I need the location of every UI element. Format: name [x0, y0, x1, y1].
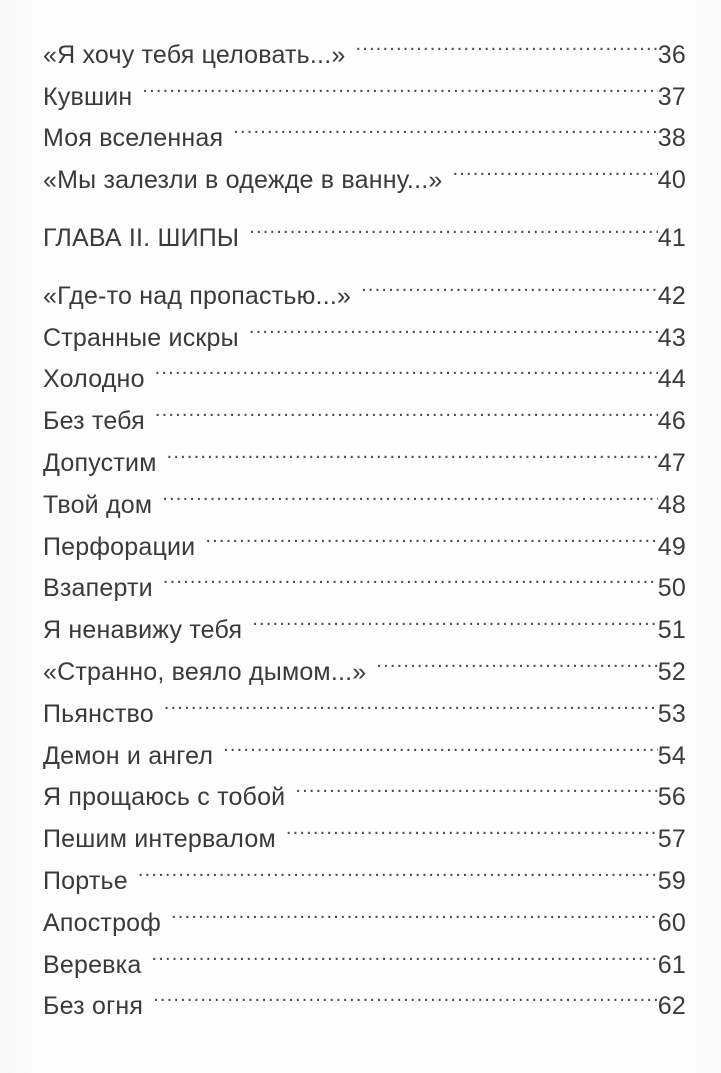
toc-entry-page: 47: [657, 448, 686, 477]
dot-leader: [286, 805, 658, 847]
toc-entry-page: 53: [657, 699, 686, 728]
toc-entry-page: 48: [657, 490, 686, 519]
toc-entry-page: 49: [657, 532, 686, 561]
dot-leader: [153, 973, 658, 1015]
toc-entry-page: 59: [657, 866, 686, 895]
toc-entry-title: «Я хочу тебя целовать...»: [43, 40, 346, 69]
toc-entry-page: 36: [657, 40, 686, 69]
dot-leader: [295, 764, 657, 806]
dot-leader: [151, 931, 657, 973]
toc-entry-title: Без тебя: [43, 407, 145, 436]
toc-entry-page: 37: [657, 82, 686, 111]
toc-entry: [43, 262, 686, 310]
dot-leader: [155, 346, 658, 388]
toc-entry-title: Пьянство: [43, 699, 154, 728]
toc-entry-page: 54: [657, 741, 686, 770]
toc-entry-title: Странные искры: [43, 323, 239, 352]
toc-entry-page: 50: [657, 574, 686, 603]
toc-entry-title: Моя вселенная: [43, 124, 224, 153]
toc-entry-title: Пешим интервалом: [43, 825, 276, 854]
dot-leader: [164, 680, 658, 722]
toc-entry-page: 52: [657, 657, 686, 686]
table-of-contents: [43, 21, 686, 1021]
toc-entry-page: 61: [657, 950, 686, 979]
dot-leader: [355, 21, 657, 63]
toc-chapter-title: ГЛАВА II. ШИПЫ: [43, 223, 240, 252]
toc-entry-title: Взаперти: [43, 574, 153, 603]
dot-leader: [249, 204, 658, 246]
toc-entry-title: Веревка: [43, 950, 142, 979]
toc-entry-title: Без огня: [43, 992, 144, 1021]
dot-leader: [167, 429, 658, 471]
toc-chapter-heading: [43, 204, 686, 252]
toc-entry: [43, 889, 686, 937]
toc-entry-page: 41: [657, 223, 686, 252]
toc-entry-title: «Где-то над пропастью...»: [43, 281, 352, 310]
dot-leader: [249, 304, 658, 346]
toc-entry-page: 46: [657, 407, 686, 436]
dot-leader: [163, 555, 658, 597]
dot-leader: [142, 63, 657, 105]
dot-leader: [162, 471, 658, 513]
toc-entry-title: Перфорации: [43, 532, 196, 561]
toc-entry-title: Апостроф: [43, 908, 162, 937]
dot-leader: [223, 722, 658, 764]
dot-leader: [376, 638, 657, 680]
toc-entry: [43, 21, 686, 69]
dot-leader: [171, 889, 658, 931]
toc-entry-title: «Странно, веяло дымом...»: [43, 657, 367, 686]
toc-entry-title: Я прощаюсь с тобой: [43, 783, 286, 812]
toc-entry-title: Допустим: [43, 448, 157, 477]
toc-entry-page: 56: [657, 783, 686, 812]
toc-entry-title: Холодно: [43, 365, 145, 394]
toc-entry-title: Портье: [43, 866, 128, 895]
dot-leader: [155, 387, 658, 429]
toc-entry-title: Твой дом: [43, 490, 153, 519]
toc-entry-page: 62: [657, 992, 686, 1021]
toc-entry-page: 44: [657, 365, 686, 394]
toc-entry-title: Кувшин: [43, 82, 133, 111]
dot-leader: [361, 262, 658, 304]
toc-entry-page: 51: [657, 616, 686, 645]
toc-entry-page: 42: [657, 281, 686, 310]
toc-entry: [43, 847, 686, 895]
toc-entry-page: 38: [657, 124, 686, 153]
dot-leader: [252, 596, 658, 638]
toc-entry-title: Демон и ангел: [43, 741, 214, 770]
toc-entry-title: «Мы залезли в одежде в ванну...»: [43, 166, 443, 195]
toc-entry-page: 43: [657, 323, 686, 352]
dot-leader: [138, 847, 658, 889]
dot-leader: [205, 513, 657, 555]
dot-leader: [233, 105, 658, 147]
toc-entry-page: 60: [657, 908, 686, 937]
toc-entry-page: 57: [657, 825, 686, 854]
toc-entry-page: 40: [657, 166, 686, 195]
toc-entry-title: Я ненавижу тебя: [43, 616, 243, 645]
dot-leader: [452, 146, 657, 188]
